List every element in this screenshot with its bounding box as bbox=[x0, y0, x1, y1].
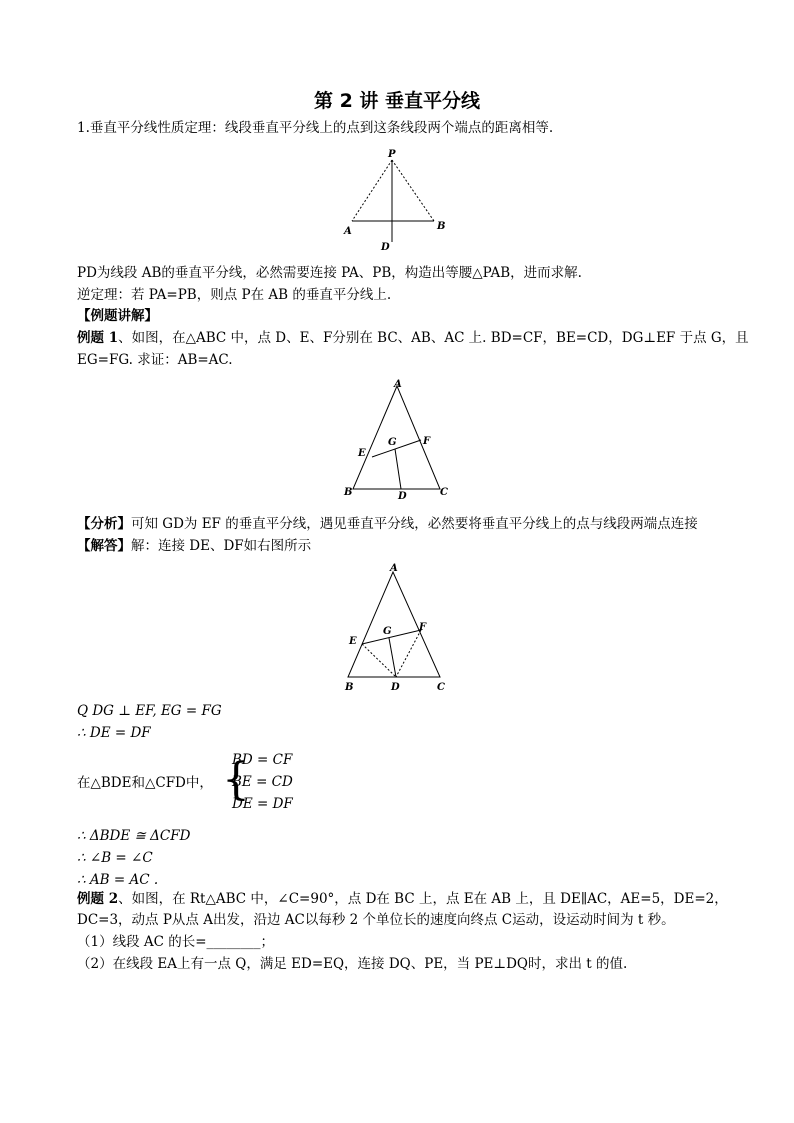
figure-solution bbox=[336, 560, 456, 694]
example1-label: 例题 1 bbox=[77, 330, 119, 346]
solution-text: 【解答】解：连接 DE、DF如右图所示 bbox=[77, 538, 312, 554]
label-A: A bbox=[344, 226, 352, 237]
proof-line1: Q DG ⊥ EF, EG = FG bbox=[77, 703, 222, 719]
label-B: B bbox=[344, 487, 353, 498]
condition-2: BE = CD bbox=[232, 774, 293, 790]
label-C: C bbox=[437, 682, 445, 693]
example1-line1: 例题 1、如图，在△ABC 中，点 D、E、F分别在 BC、AB、AC 上. BD=CF，BE=CD，DG⊥EF 于点 G，且 bbox=[77, 330, 749, 346]
proof-line6: ∴ AB = AC . bbox=[77, 872, 159, 888]
proof-line3-prefix: 在△BDE和△CFD中， bbox=[77, 775, 213, 791]
brace-symbol: { bbox=[222, 754, 250, 805]
label-D: D bbox=[391, 682, 400, 693]
example2-line1: 例题 2、如图，在 Rt△ABC 中，∠C=90°，点 D在 BC 上，点 E在 AB 上，且 DE∥AC，AE=5，DE=2， bbox=[77, 891, 728, 907]
label-D: D bbox=[398, 491, 407, 502]
converse-theorem: 逆定理：若 PA=PB，则点 P在 AB 的垂直平分线上. bbox=[77, 287, 392, 303]
example2-question1: （1）线段 AC 的长=________； bbox=[77, 934, 275, 950]
condition-3: DE = DF bbox=[232, 796, 293, 812]
label-F: F bbox=[423, 436, 431, 447]
example2-line2: DC=3，动点 P从点 A出发，沿边 AC以每秒 2 个单位长的速度向终点 C运动，设运动时间为 t 秒。 bbox=[77, 912, 675, 928]
label-G: G bbox=[383, 626, 392, 637]
proof-line5: ∴ ∠B = ∠C bbox=[77, 850, 153, 866]
label-B: B bbox=[437, 221, 446, 232]
label-G: G bbox=[388, 437, 397, 448]
analysis-line: PD为线段 AB的垂直平分线，必然需要连接 PA、PB，构造出等腰△PAB，进而求解. bbox=[77, 265, 582, 281]
analysis-text: 【分析】可知 GD为 EF 的垂直平分线，遇见垂直平分线，必然要将垂直平分线上的点与线段两端点连接 bbox=[77, 516, 698, 532]
proof-line4: ∴ ΔBDE ≅ ΔCFD bbox=[77, 828, 191, 844]
example1-line2: EG=FG. 求证：AB=AC. bbox=[77, 352, 233, 368]
label-E: E bbox=[358, 448, 366, 459]
figure-perpendicular-bisector bbox=[340, 146, 450, 254]
label-C: C bbox=[440, 487, 448, 498]
proof-line2: ∴ DE = DF bbox=[77, 725, 151, 741]
example2-question2: （2）在线段 EA上有一点 Q，满足 ED=EQ，连接 DQ、PE，当 PE⊥DQ时，求出 t 的值. bbox=[77, 956, 628, 972]
figure-example1 bbox=[336, 373, 456, 503]
label-A: A bbox=[390, 563, 398, 574]
page-title: 第 2 讲 垂直平分线 bbox=[313, 90, 481, 112]
label-P: P bbox=[388, 149, 396, 160]
label-A: A bbox=[394, 379, 402, 390]
label-B: B bbox=[345, 682, 354, 693]
condition-1: BD = CF bbox=[232, 752, 293, 768]
label-F: F bbox=[419, 622, 427, 633]
example2-label: 例题 2 bbox=[77, 891, 119, 907]
label-D: D bbox=[381, 242, 390, 253]
label-E: E bbox=[349, 636, 357, 647]
theorem-text: 1.垂直平分线性质定理：线段垂直平分线上的点到这条线段两个端点的距离相等. bbox=[77, 120, 554, 136]
examples-header: 【例题讲解】 bbox=[77, 308, 158, 324]
